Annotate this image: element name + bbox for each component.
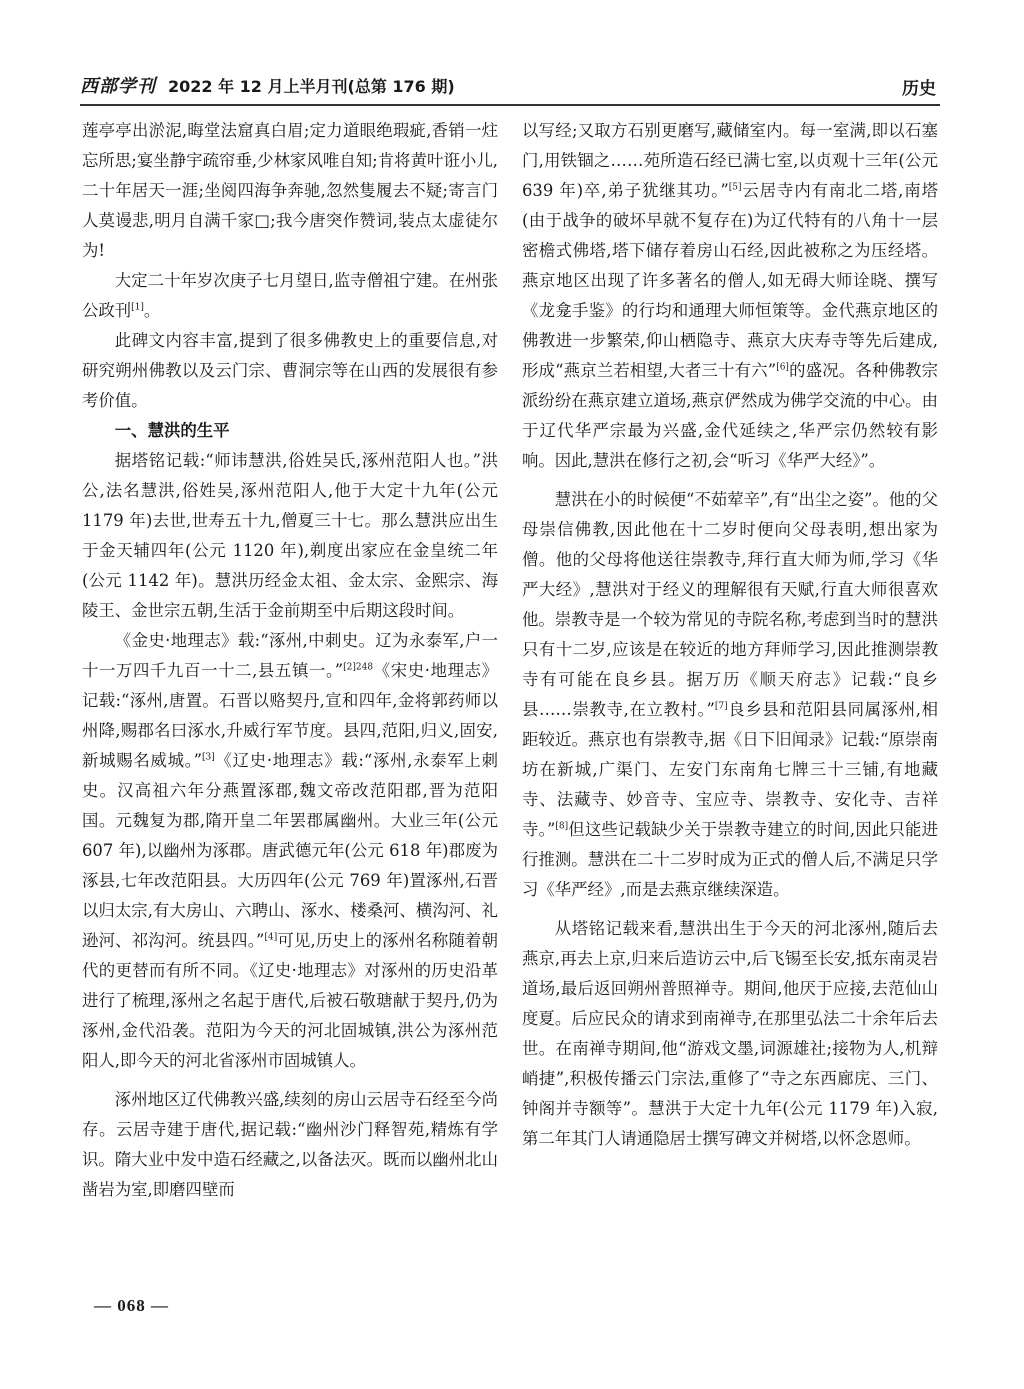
body-paragraph: 以写经;又取方石别更磨写,藏储室内。每一室满,即以石塞门,用铁锢之……苑所造石经已满七室,以贞观十三年(公元 639 年)卒,弟子犹继其功。”[5]云居寺内有南北二塔,南塔(由于战争的破坏早就不复存在)为辽代特有的八角十一层密檐式佛塔,塔下储存着房山石经,因此被称之为压经塔。燕京地区出现了许多著名的僧人,如无碍大师诠晓、撰写《龙龛手鉴》的行均和通理大师恒策等。金代燕京地区的佛教进一步繁荣,仰山栖隐寺、燕京大庆寿寺等先后建成,形成“燕京兰若相望,大者三十有六”[6]的盛况。各种佛教宗派纷纷在燕京建立道场,燕京俨然成为佛学交流的中心。由于辽代华严宗最为兴盛,金代延续之,华严宗仍然较有影响。因此,慧洪在修行之初,会“听习《华严大经》”。	[522, 121, 938, 470]
section-heading: 一、慧洪的生平	[114, 421, 230, 440]
body-paragraph: 此碑文内容丰富,提到了很多佛教史上的重要信息,对研究朔州佛教以及云门宗、曹洞宗等在山西的发展很有参考价值。	[82, 331, 498, 410]
footnote-ref: [4]	[264, 932, 278, 943]
footnote-ref: [2]248	[343, 662, 374, 673]
journal-issue: 2022 年 12 月上半月刊(总第 176 期)	[168, 77, 455, 96]
page-header	[80, 62, 940, 106]
poem-paragraph: 莲亭亭出淤泥,晦堂法窟真白眉;定力道眼绝瑕疵,香销一炷忘所思;宴坐静宇疏帘垂,少林家风唯自知;肯将黄叶诳小儿,二十年居天一涯;坐阅四海争奔驰,忽然隻履去不疑;寄言门人莫谩悲,明月自满千家□;我今唐突作赞词,装点太虚徒尔为!	[82, 121, 498, 260]
body-paragraph: 从塔铭记载来看,慧洪出生于今天的河北涿州,随后去燕京,再去上京,归来后造访云中,后飞锡至长安,抵东南灵岩道场,最后返回朔州普照禅寺。期间,他厌于应接,去范仙山度夏。后应民众的请求到南禅寺,在那里弘法二十余年后去世。在南禅寺期间,他“游戏文墨,词源雄社;接物为人,机辩峭捷”,积极传播云门宗法,重修了“寺之东西廊庑、三门、钟阁并寺额等”。慧洪于大定十九年(公元 1179 年)入寂,第二年其门人请通隐居士撰写碑文并树塔,以怀念恩师。	[522, 919, 938, 1148]
journal-logo: 西部学刊	[80, 76, 156, 97]
right-column	[522, 116, 938, 1154]
body-paragraph: 据塔铭记载:“师讳慧洪,俗姓吴氏,涿州范阳人也。”洪公,法名慧洪,俗姓吴,涿州范阳人,他于大定十九年(公元 1179 年)去世,世寿五十九,僧夏三十七。那么慧洪应出生于金天辅四年(公元 1120 年),剃度出家应在金皇统二年(公元 1142 年)。慧洪历经金太祖、金太宗、金熙宗、海陵王、金世宗五朝,生活于金前期至中后期这段时间。	[82, 451, 498, 620]
body-paragraph: 《金史·地理志》载:“涿州,中刺史。辽为永泰军,户一十一万四千九百一十二,县五镇一。”$^{[2]248}$《宋史·地理志》记载:“涿州,唐置。石晋以赂契丹,宣和四年,金将郭药师以州降,赐郡名曰涿水,升威行军节度。县四,范阳,归义,固安,新城赐名威城。”[3]《辽史·地理志》载:“涿州,永泰军上刺史。汉高祖六年分燕置涿郡,魏文帝改范阳郡,晋为范阳国。元魏复为郡,隋开皇二年罢郡属幽州。大业三年(公元 607 年),以幽州为涿郡。唐武德元年(公元 618 年)郡废为涿县,七年改范阳县。大历四年(公元 769 年)置涿州,石晋以归太宗,有大房山、六聘山、涿水、楼桑河、横沟河、礼逊河、祁沟河。统县四。”[4]可见,历史上的涿州名称随着朝代的更替而有所不同。《辽史·地理志》对涿州的历史沿革进行了梳理,涿州之名起于唐代,后被石敬瑭献于契丹,仍为涿州,金代沿袭。范阳为今天的河北固城镇,洪公为涿州范阳人,即今天的河北省涿州市固城镇人。	[82, 631, 498, 1070]
footnote-ref: [5]	[728, 182, 742, 193]
inscription-paragraph: 大定二十年岁次庚子七月望日,监寺僧祖宁建。在州张公政刊[1]。	[82, 271, 498, 320]
page-number: — 068 —	[94, 1296, 169, 1315]
footnote-ref: [1]	[131, 302, 144, 313]
left-column	[82, 116, 498, 1205]
footnote-ref: [7]	[714, 701, 728, 712]
footnote-ref: [3]	[202, 752, 215, 763]
footnote-ref: [6]	[776, 362, 789, 373]
footnote-ref: [8]	[555, 821, 569, 832]
section-name: 历史	[902, 79, 936, 99]
body-paragraph: 慧洪在小的时候便“不茹荤辛”,有“出尘之姿”。他的父母崇信佛教,因此他在十二岁时便向父母表明,想出家为僧。他的父母将他送往崇教寺,拜行直大师为师,学习《华严大经》,慧洪对于经义的理解很有天赋,行直大师很喜欢他。崇教寺是一个较为常见的寺院名称,考虑到当时的慧洪只有十二岁,应该是在较近的地方拜师学习,因此推测崇教寺有可能在良乡县。据万历《顺天府志》记载:“良乡县……崇教寺,在立教村。”[7]良乡县和范阳县同属涿州,相距较近。燕京也有崇教寺,据《日下旧闻录》记载:“原崇南坊在新城,广渠门、左安门东南角七牌三十三铺,有地藏寺、法藏寺、妙音寺、宝应寺、崇教寺、安化寺、吉祥寺。”[8]但这些记载缺少关于崇教寺建立的时间,因此只能进行推测。慧洪在二十二岁时成为正式的僧人后,不满足只学习《华严经》,而是去燕京继续深造。	[522, 490, 939, 899]
body-paragraph: 涿州地区辽代佛教兴盛,续刻的房山云居寺石经至今尚存。云居寺建于唐代,据记载:“幽州沙门释智苑,精炼有学识。隋大业中发中造石经藏之,以备法灭。既而以幽州北山凿岩为室,即磨四壁而	[82, 1090, 498, 1199]
